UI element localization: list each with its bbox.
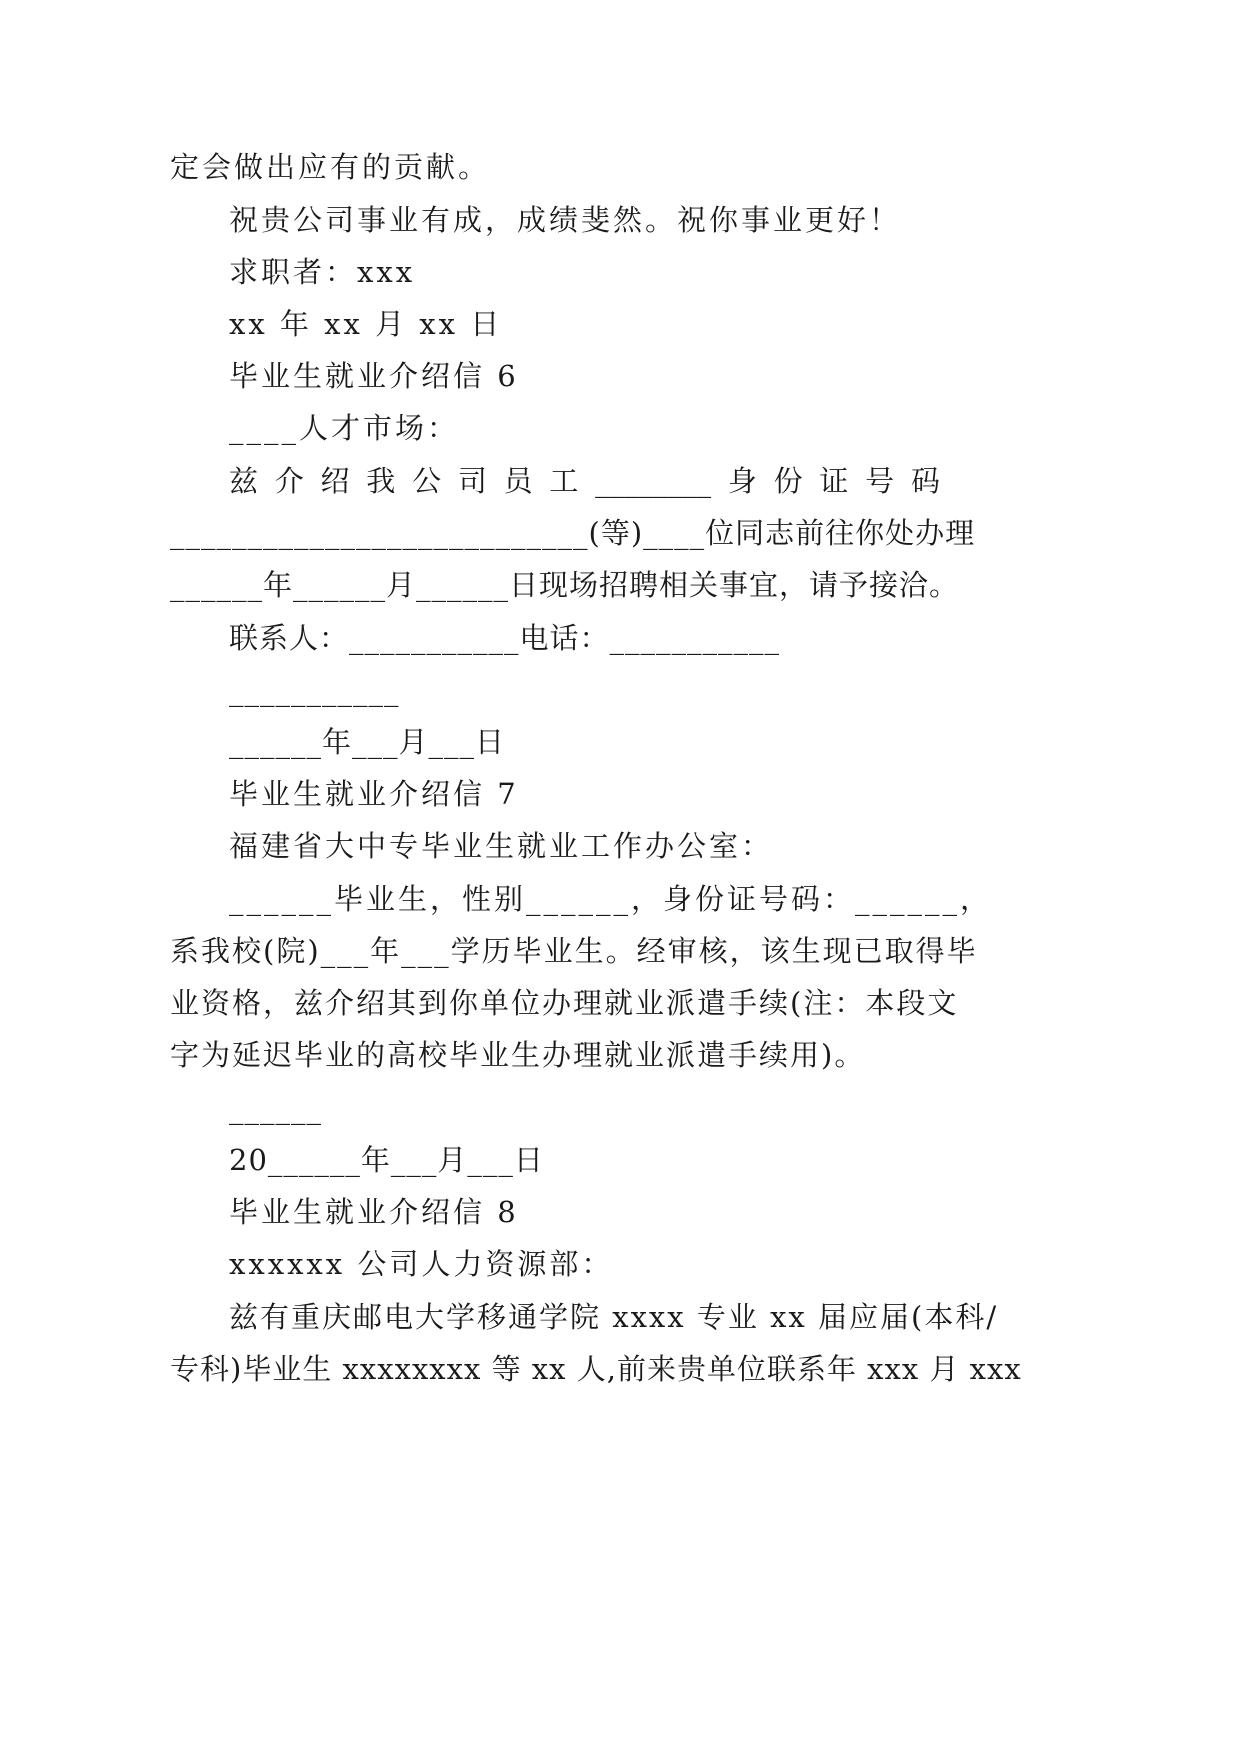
justified-text-line — [229, 879, 993, 919]
text-fragment: 号 — [865, 464, 895, 498]
text-fragment: 介 — [274, 464, 304, 498]
date-line: 20______年___月___日 — [229, 1143, 544, 1177]
text-fragment: 员 — [503, 464, 533, 498]
section-heading: 毕业生就业介绍信 8 — [229, 1195, 519, 1229]
date-line: xx 年 xx 月 xx 日 — [229, 307, 503, 341]
date-line: ______年___月___日 — [229, 725, 506, 759]
text-line: 定会做出应有的贡献。 — [170, 150, 491, 184]
text-line: ___________________________(等)____位同志前往你处办理 — [170, 516, 976, 550]
text-fragment: 司 — [457, 464, 487, 498]
addressee-line: 福建省大中专毕业生就业工作办公室： — [229, 829, 774, 863]
text-fragment: 身 — [727, 464, 757, 498]
text-line: 专科)毕业生 xxxxxxxx 等 xx 人,前来贵单位联系年 xxx 月 xxx — [170, 1352, 1022, 1386]
justified-text-line — [229, 461, 940, 501]
text-fragment: 我 — [366, 464, 396, 498]
text-fragment: 公 — [412, 464, 442, 498]
text-fragment: 份 — [773, 464, 803, 498]
blank-line: ___________ — [229, 673, 400, 707]
text-fragment: 兹 — [229, 464, 259, 498]
contact-line: 联系人：___________电话：___________ — [229, 621, 781, 655]
addressee-line: ____人才市场： — [229, 411, 460, 445]
text-fragment: ，身份证号码：______， — [631, 882, 993, 916]
blank-field: ________ — [595, 464, 712, 498]
text-fragment: ______毕业生 — [229, 882, 431, 916]
text-line: 祝贵公司事业有成，成绩斐然。祝你事业更好！ — [229, 203, 902, 237]
section-heading: 毕业生就业介绍信 7 — [229, 777, 519, 811]
text-fragment: 码 — [910, 464, 940, 498]
blank-line: ______ — [229, 1091, 322, 1125]
text-line: 字为延迟毕业的高校毕业生办理就业派遣手续用)。 — [170, 1038, 866, 1072]
text-line: 业资格，兹介绍其到你单位办理就业派遣手续(注：本段文 — [170, 986, 959, 1020]
text-line: 系我校(院)___年___学历毕业生。经审核，该生现已取得毕 — [170, 934, 978, 968]
text-fragment: ，性别______ — [430, 882, 632, 916]
addressee-line: xxxxxx 公司人力资源部： — [229, 1247, 614, 1281]
text-line: 兹有重庆邮电大学移通学院 xxxx 专业 xx 届应届(本科/ — [229, 1300, 999, 1334]
text-fragment: 绍 — [320, 464, 350, 498]
text-fragment: 工 — [549, 464, 579, 498]
section-heading: 毕业生就业介绍信 6 — [229, 359, 519, 393]
text-line: ______年______月______日现场招聘相关事宜，请予接洽。 — [170, 568, 960, 602]
signature-line: 求职者：xxx — [229, 255, 416, 289]
text-fragment: 证 — [819, 464, 849, 498]
